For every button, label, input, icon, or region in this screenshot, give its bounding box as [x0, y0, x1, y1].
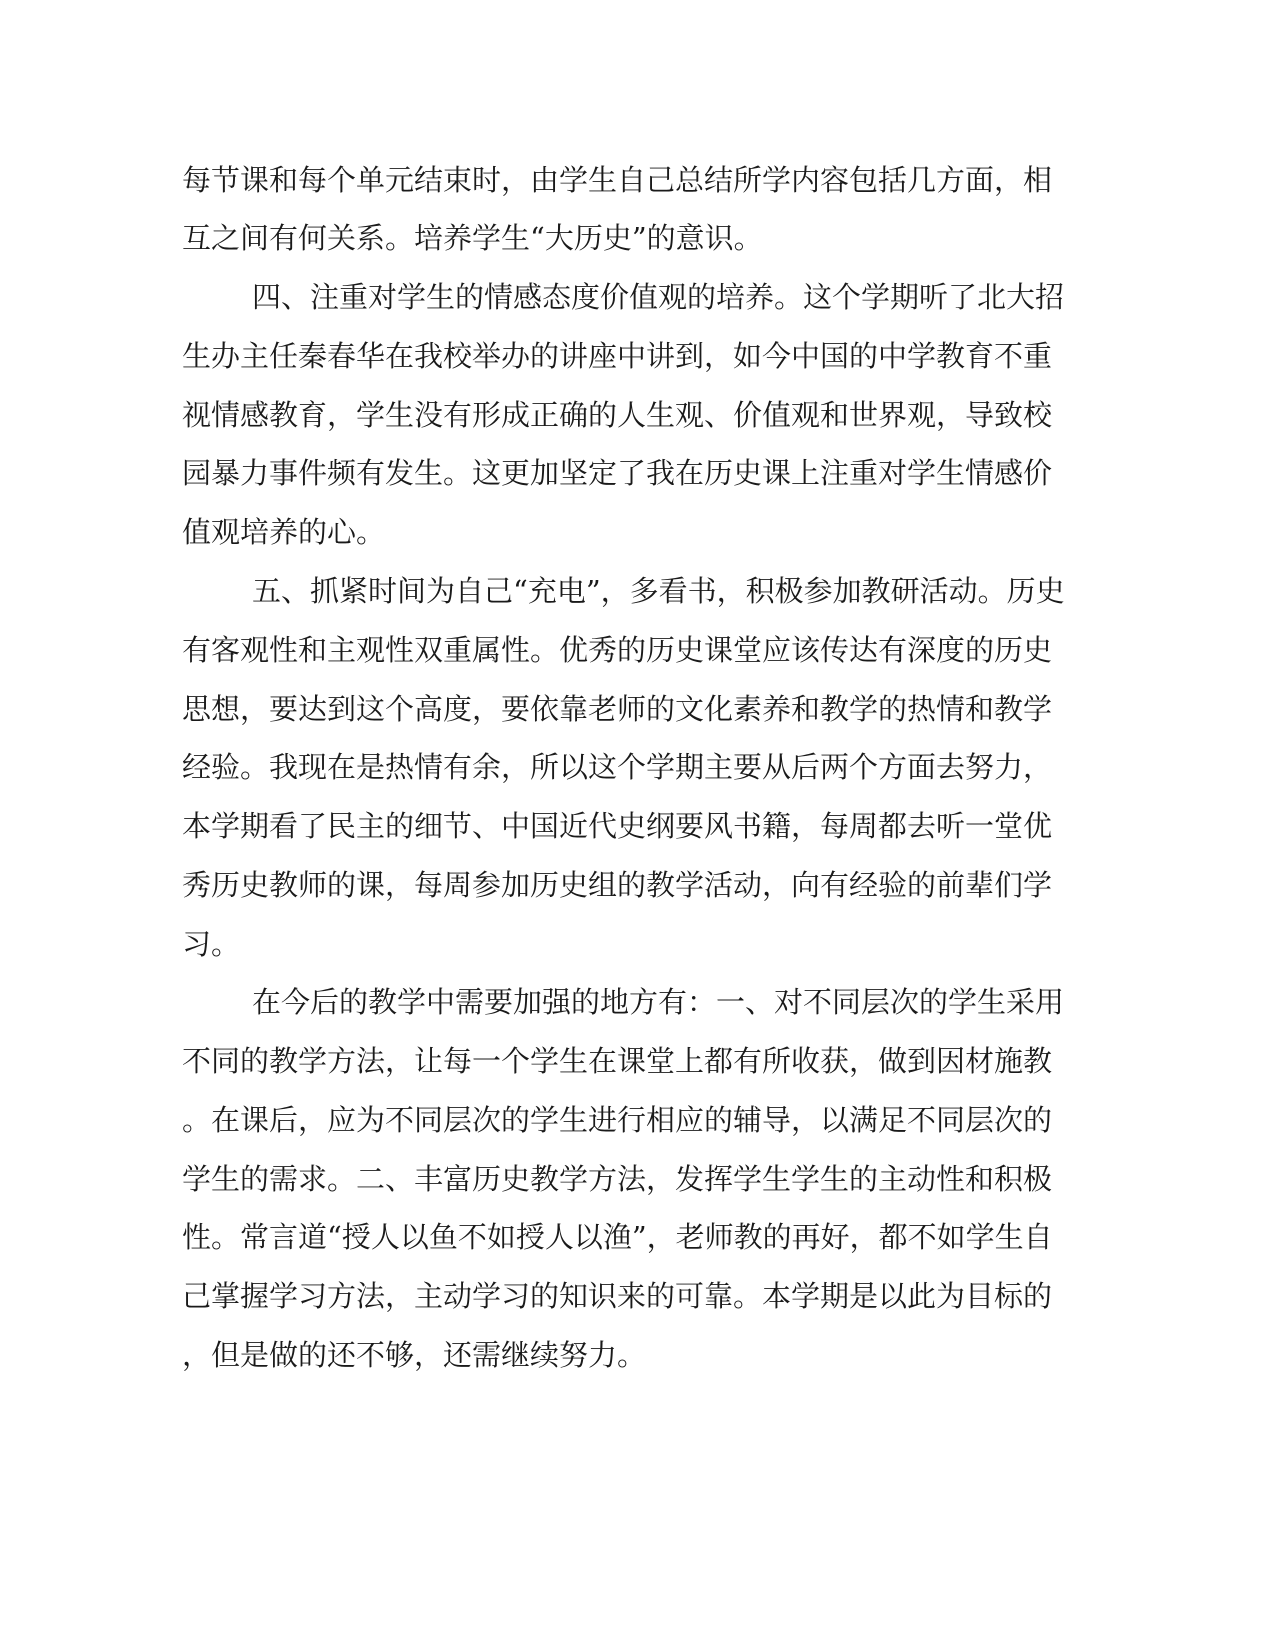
text-line: 视情感教育，学生没有形成正确的人生观、价值观和世界观，导致校 [182, 398, 1053, 432]
text-line: 互之间有何关系。培养学生“大历史”的意识。 [182, 221, 763, 255]
text-line: 值观培养的心。 [182, 515, 386, 549]
text-line: 己掌握学习方法，主动学习的知识来的可靠。本学期是以此为目标的 [182, 1279, 1053, 1313]
text-line: 习。 [182, 927, 241, 961]
text-line: 有客观性和主观性双重属性。优秀的历史课堂应该传达有深度的历史 [182, 633, 1053, 667]
text-line: 本学期看了民主的细节、中国近代史纲要风书籍，每周都去听一堂优 [182, 809, 1053, 843]
text-line: 经验。我现在是热情有余，所以这个学期主要从后两个方面去努力， [182, 750, 1053, 784]
paragraph-start-line: 在今后的教学中需要加强的地方有：一、对不同层次的学生采用 [252, 985, 1065, 1019]
paragraph-start-line: 五、抓紧时间为自己“充电”，多看书，积极参加教研活动。历史 [252, 574, 1065, 608]
text-line: 秀历史教师的课，每周参加历史组的教学活动，向有经验的前辈们学 [182, 868, 1053, 902]
text-line: ，但是做的还不够，还需继续努力。 [182, 1338, 647, 1372]
text-line: 不同的教学方法，让每一个学生在课堂上都有所收获，做到因材施教 [182, 1044, 1053, 1078]
text-line: 学生的需求。二、丰富历史教学方法，发挥学生学生的主动性和积极 [182, 1162, 1053, 1196]
text-line: 思想，要达到这个高度，要依靠老师的文化素养和教学的热情和教学 [182, 692, 1053, 726]
text-line: 。在课后，应为不同层次的学生进行相应的辅导，以满足不同层次的 [182, 1103, 1053, 1137]
text-line: 园暴力事件频有发生。这更加坚定了我在历史课上注重对学生情感价 [182, 456, 1053, 490]
text-line: 生办主任秦春华在我校举办的讲座中讲到，如今中国的中学教育不重 [182, 339, 1053, 373]
text-line: 性。常言道“授人以鱼不如授人以渔”，老师教的再好，都不如学生自 [182, 1220, 1053, 1254]
text-line: 每节课和每个单元结束时，由学生自己总结所学内容包括几方面，相 [182, 163, 1053, 197]
paragraph-start-line: 四、注重对学生的情感态度价值观的培养。这个学期听了北大招 [252, 280, 1065, 314]
